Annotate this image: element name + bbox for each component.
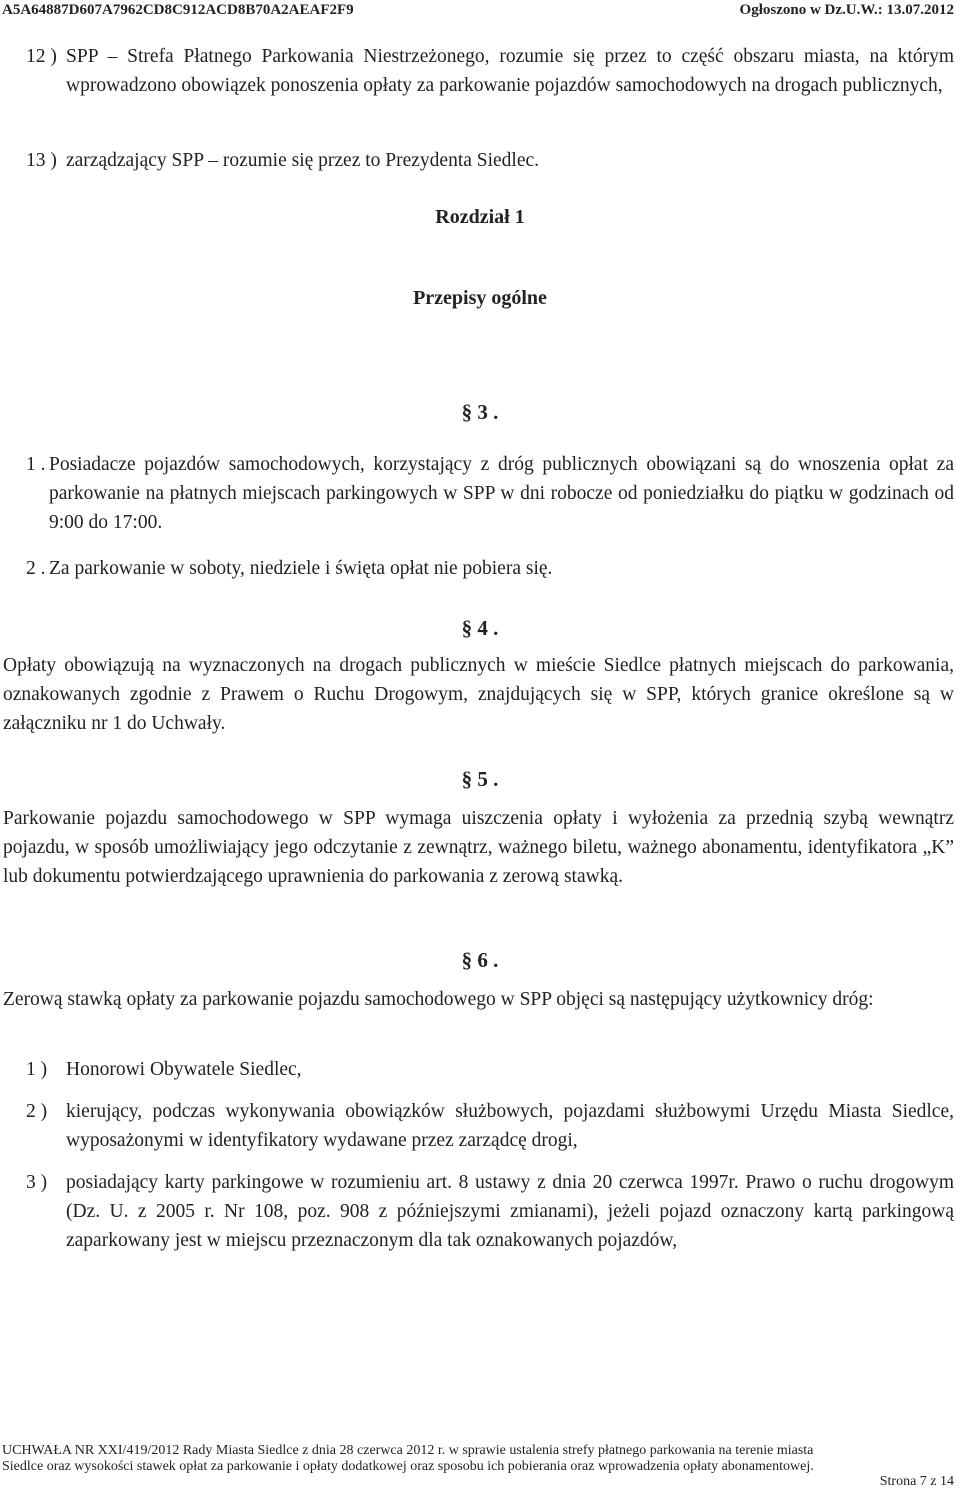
section-6-item-3-number: 3 ): [26, 1172, 48, 1193]
section-5-text: Parkowanie pojazdu samochodowego w SPP wymaga uiszczenia opłaty i wyłożenia za przednią szybą wewnątrz pojazdu, w sposób umożliwiający jego odczytanie z zewnątrz, ważnego biletu, ważnego abonamentu, identyfikatora „K” lub dokumentu potwierdzającego uprawnienia do parkowania z zerową stawką.: [3, 808, 954, 887]
section-3-item-1-number: 1 .: [26, 454, 46, 475]
definition-13-number: 13 ): [26, 150, 57, 171]
section-3-item-2-number: 2 .: [26, 558, 46, 579]
section-6-item-3-text: posiadający karty parkingowe w rozumieniu art. 8 ustawy z dnia 20 czerwca 1997r. Prawo o ruchu drogowym (Dz. U. z 2005 r. Nr 108, poz. 908 z późniejszymi zmianami), jeżeli pojazd oznaczony kartą parkingową zaparkowany jest w miejscu przeznaczonym dla tak oznakowanych pojazdów,: [66, 1172, 954, 1251]
definition-12-number: 12 ): [26, 46, 57, 67]
definition-13-text: zarządzający SPP – rozumie się przez to Prezydenta Siedlec.: [66, 150, 540, 171]
section-3-item-2-text: Za parkowanie w soboty, niedziele i święta opłat nie pobiera się.: [49, 558, 553, 579]
footer-resolution-line-2: Siedlce oraz wysokości stawek opłat za parkowanie i opłaty dodatkowej oraz sposobu ich pobierania oraz wprowadzenia opłaty abonamentowej.: [2, 1459, 814, 1474]
page-number: Strona 7 z 14: [879, 1474, 954, 1489]
document-id: A5A64887D607A7962CD8C912ACD8B70A2AEAF2F9: [2, 2, 354, 18]
chapter-number: Rozdział 1: [435, 206, 525, 228]
chapter-title: Przepisy ogólne: [413, 287, 547, 309]
section-4-text: Opłaty obowiązują na wyznaczonych na drogach publicznych w mieście Siedlce płatnych miejscach do parkowania, oznakowanych zgodnie z Prawem o Ruchu Drogowym, znajdujących się w SPP, których granice określone są w załączniku nr 1 do Uchwały.: [3, 655, 954, 734]
publication-date: Ogłoszono w Dz.U.W.: 13.07.2012: [739, 2, 954, 18]
section-6-item-2-number: 2 ): [26, 1101, 48, 1122]
section-5-heading: § 5 .: [461, 767, 499, 791]
section-6-item-2-text: kierujący, podczas wykonywania obowiązków służbowych, pojazdami służbowymi Urzędu Miasta Siedlce, wyposażonymi w identyfikatory wydawane przez zarządcę drogi,: [66, 1101, 954, 1151]
section-6-text: Zerową stawką opłaty za parkowanie pojazdu samochodowego w SPP objęci są następujący użytkownicy dróg:: [3, 989, 874, 1010]
section-3-item-1-text: Posiadacze pojazdów samochodowych, korzystający z dróg publicznych obowiązani są do wnoszenia opłat za parkowanie na płatnych miejscach parkingowych w SPP w dni robocze od poniedziałku do piątku w godzinach od 9:00 do 17:00.: [49, 454, 954, 533]
section-6-heading: § 6 .: [461, 948, 499, 972]
section-6-item-1-text: Honorowi Obywatele Siedlec,: [66, 1059, 302, 1080]
section-3-heading: § 3 .: [461, 400, 499, 424]
section-4-heading: § 4 .: [461, 616, 499, 640]
definition-12-text: SPP – Strefa Płatnego Parkowania Niestrzeżonego, rozumie się przez to część obszaru miasta, na którym wprowadzono obowiązek ponoszenia opłaty za parkowanie pojazdów samochodowych na drogach publicznych,: [66, 46, 954, 96]
section-6-item-1-number: 1 ): [26, 1059, 48, 1080]
footer-resolution-line-1: UCHWAŁA NR XXI/419/2012 Rady Miasta Siedlce z dnia 28 czerwca 2012 r. w sprawie ustalenia strefy płatnego parkowania na terenie miasta: [2, 1443, 814, 1458]
